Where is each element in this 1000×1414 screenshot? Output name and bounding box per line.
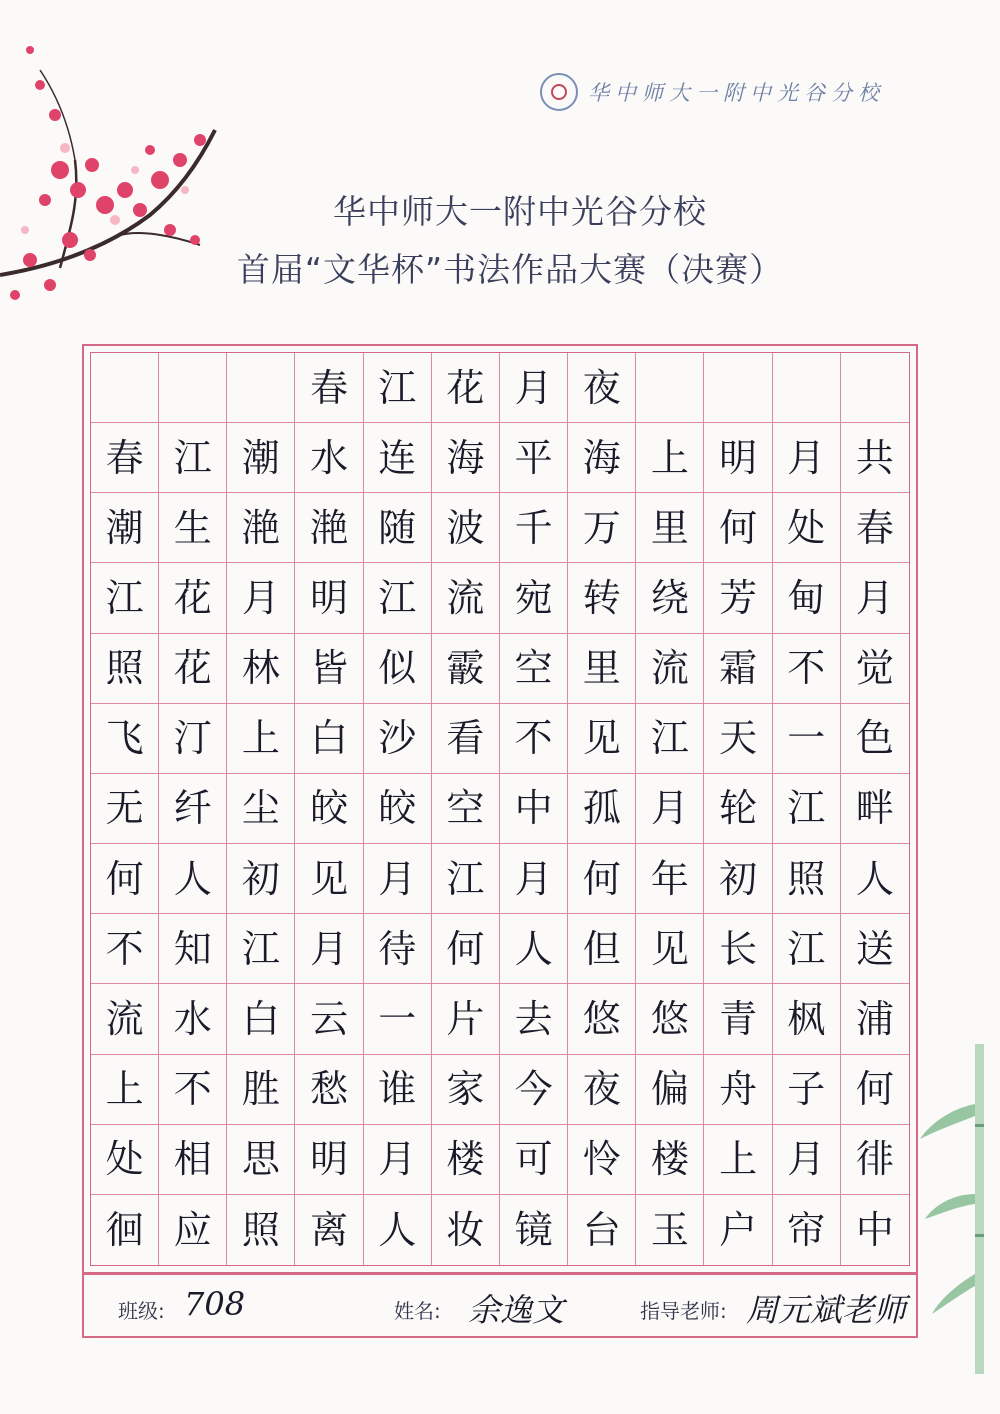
grid-cell: 徘 <box>841 1125 909 1195</box>
grid-cell: 送 <box>841 914 909 984</box>
grid-cell: 芳 <box>704 563 772 633</box>
grid-cell: 江 <box>159 423 227 493</box>
grid-cell: 今 <box>500 1055 568 1125</box>
grid-cell: 处 <box>91 1125 159 1195</box>
grid-cell: 楼 <box>636 1125 704 1195</box>
grid-cell <box>773 353 841 423</box>
grid-cell: 沙 <box>364 704 432 774</box>
grid-cell: 镜 <box>500 1195 568 1265</box>
grid-cell: 何 <box>91 844 159 914</box>
grid-cell: 色 <box>841 704 909 774</box>
grid-cell: 月 <box>773 423 841 493</box>
grid-cell: 尘 <box>227 774 295 844</box>
grid-cell: 花 <box>432 353 500 423</box>
grid-cell: 孤 <box>568 774 636 844</box>
grid-cell: 水 <box>159 984 227 1054</box>
grid-cell: 见 <box>568 704 636 774</box>
grid-cell: 空 <box>432 774 500 844</box>
grid-cell: 玉 <box>636 1195 704 1265</box>
grid-cell: 里 <box>568 634 636 704</box>
class-label: 班级: <box>118 1299 165 1323</box>
grid-cell: 枫 <box>773 984 841 1054</box>
grid-cell: 江 <box>773 914 841 984</box>
grid-cell: 照 <box>227 1195 295 1265</box>
grid-cell: 水 <box>295 423 363 493</box>
grid-cell: 徊 <box>91 1195 159 1265</box>
grid-cell: 不 <box>159 1055 227 1125</box>
grid-cell: 一 <box>364 984 432 1054</box>
grid-cell: 楼 <box>432 1125 500 1195</box>
footer-info <box>82 1274 918 1338</box>
grid-cell: 帘 <box>773 1195 841 1265</box>
grid-cell: 流 <box>91 984 159 1054</box>
grid-cell: 云 <box>295 984 363 1054</box>
grid-cell: 怜 <box>568 1125 636 1195</box>
grid-cell: 待 <box>364 914 432 984</box>
grid-cell: 白 <box>295 704 363 774</box>
grid-cell: 月 <box>841 563 909 633</box>
grid-cell: 江 <box>91 563 159 633</box>
calligraphy-grid <box>82 344 918 1274</box>
grid-cell: 千 <box>500 493 568 563</box>
grid-cell: 年 <box>636 844 704 914</box>
grid-cell <box>704 353 772 423</box>
grid-cell: 万 <box>568 493 636 563</box>
grid-cell: 流 <box>432 563 500 633</box>
grid-cell: 无 <box>91 774 159 844</box>
grid-cell: 人 <box>364 1195 432 1265</box>
grid-cell: 离 <box>295 1195 363 1265</box>
grid-cell: 青 <box>704 984 772 1054</box>
grid-cell: 何 <box>432 914 500 984</box>
grid-cell: 江 <box>364 353 432 423</box>
grid-cell: 应 <box>159 1195 227 1265</box>
grid-cell: 偏 <box>636 1055 704 1125</box>
grid-cell: 明 <box>295 1125 363 1195</box>
teacher-value: 周元斌老师 <box>746 1291 907 1329</box>
grid-cell: 共 <box>841 423 909 493</box>
grid-cell: 知 <box>159 914 227 984</box>
grid-cell: 月 <box>500 844 568 914</box>
grid-cell: 月 <box>773 1125 841 1195</box>
grid-cell: 人 <box>500 914 568 984</box>
grid-cell: 处 <box>773 493 841 563</box>
grid-cell: 不 <box>500 704 568 774</box>
grid-cell: 可 <box>500 1125 568 1195</box>
grid-cell: 花 <box>159 634 227 704</box>
grid-cell: 人 <box>159 844 227 914</box>
grid-cell: 一 <box>773 704 841 774</box>
grid-cell: 上 <box>91 1055 159 1125</box>
school-emblem-icon <box>540 73 578 111</box>
page-title-school: 华中师大一附中光谷分校 <box>333 192 707 231</box>
grid-cell: 家 <box>432 1055 500 1125</box>
bamboo-decoration <box>920 1044 1000 1374</box>
grid-cell: 上 <box>636 423 704 493</box>
grid-cell: 江 <box>227 914 295 984</box>
grid-cell: 何 <box>841 1055 909 1125</box>
grid-cell: 江 <box>773 774 841 844</box>
grid-cell: 花 <box>159 563 227 633</box>
grid-cell: 初 <box>227 844 295 914</box>
grid-cell: 皎 <box>295 774 363 844</box>
grid-cell: 夜 <box>568 1055 636 1125</box>
grid-cell: 长 <box>704 914 772 984</box>
grid-cell: 林 <box>227 634 295 704</box>
grid-cell: 何 <box>568 844 636 914</box>
grid-cell: 觉 <box>841 634 909 704</box>
grid-cell: 舟 <box>704 1055 772 1125</box>
grid-cell: 愁 <box>295 1055 363 1125</box>
grid-cell: 随 <box>364 493 432 563</box>
grid-cell: 月 <box>636 774 704 844</box>
grid-cell: 霜 <box>704 634 772 704</box>
grid-cell <box>91 353 159 423</box>
grid-cell <box>159 353 227 423</box>
grid-cell: 潮 <box>91 493 159 563</box>
grid-cell: 明 <box>295 563 363 633</box>
grid-cell: 白 <box>227 984 295 1054</box>
grid-cell: 流 <box>636 634 704 704</box>
grid-cell: 滟 <box>227 493 295 563</box>
grid-cell: 春 <box>841 493 909 563</box>
grid-cell: 似 <box>364 634 432 704</box>
grid-cell: 相 <box>159 1125 227 1195</box>
grid-cell: 月 <box>227 563 295 633</box>
grid-cell: 平 <box>500 423 568 493</box>
grid-cell: 月 <box>364 1125 432 1195</box>
grid-cell: 潮 <box>227 423 295 493</box>
grid-cell: 中 <box>500 774 568 844</box>
grid-cell: 见 <box>295 844 363 914</box>
teacher-label: 指导老师: <box>640 1299 727 1323</box>
class-value: 708 <box>184 1285 246 1323</box>
grid-cell: 谁 <box>364 1055 432 1125</box>
grid-cell: 去 <box>500 984 568 1054</box>
grid-cell: 子 <box>773 1055 841 1125</box>
grid-cell: 海 <box>568 423 636 493</box>
grid-cell: 照 <box>91 634 159 704</box>
grid-cell: 浦 <box>841 984 909 1054</box>
grid-cell: 生 <box>159 493 227 563</box>
grid-cell: 宛 <box>500 563 568 633</box>
grid-cell: 江 <box>364 563 432 633</box>
grid-cell: 纤 <box>159 774 227 844</box>
grid-cell <box>636 353 704 423</box>
grid-cell: 思 <box>227 1125 295 1195</box>
grid-cell: 里 <box>636 493 704 563</box>
grid-cell: 户 <box>704 1195 772 1265</box>
grid-cell: 但 <box>568 914 636 984</box>
grid-cell: 悠 <box>568 984 636 1054</box>
grid-cell: 空 <box>500 634 568 704</box>
grid-cell: 胜 <box>227 1055 295 1125</box>
grid-cell: 上 <box>227 704 295 774</box>
grid-cell: 上 <box>704 1125 772 1195</box>
grid-cell: 飞 <box>91 704 159 774</box>
grid-cell: 妆 <box>432 1195 500 1265</box>
grid-cell: 月 <box>500 353 568 423</box>
grid-cell: 明 <box>704 423 772 493</box>
grid-cell: 春 <box>295 353 363 423</box>
grid-cell: 霰 <box>432 634 500 704</box>
grid-cell: 照 <box>773 844 841 914</box>
name-value: 余逸文 <box>468 1291 565 1329</box>
grid-cell: 月 <box>295 914 363 984</box>
grid-cell: 海 <box>432 423 500 493</box>
grid-cell: 人 <box>841 844 909 914</box>
grid-cell: 轮 <box>704 774 772 844</box>
grid-cell: 悠 <box>636 984 704 1054</box>
grid-cell: 看 <box>432 704 500 774</box>
grid-cell: 皆 <box>295 634 363 704</box>
grid-cell: 何 <box>704 493 772 563</box>
grid-cell: 转 <box>568 563 636 633</box>
grid-cell: 畔 <box>841 774 909 844</box>
name-label: 姓名: <box>394 1299 441 1323</box>
grid-cell: 不 <box>91 914 159 984</box>
grid-cell: 波 <box>432 493 500 563</box>
grid-cell: 月 <box>364 844 432 914</box>
grid-cell: 见 <box>636 914 704 984</box>
grid-cell: 汀 <box>159 704 227 774</box>
grid-cell: 初 <box>704 844 772 914</box>
grid-cell <box>841 353 909 423</box>
grid-cell: 天 <box>704 704 772 774</box>
grid-cell: 台 <box>568 1195 636 1265</box>
grid-cell: 皎 <box>364 774 432 844</box>
grid-cell: 滟 <box>295 493 363 563</box>
grid-cell: 甸 <box>773 563 841 633</box>
grid-cell: 夜 <box>568 353 636 423</box>
grid-cell: 春 <box>91 423 159 493</box>
grid-cell: 连 <box>364 423 432 493</box>
grid-cell: 中 <box>855 1207 894 1252</box>
grid-cell <box>227 353 295 423</box>
page-title-contest: 首届“文华杯”书法作品大赛（决赛） <box>236 250 784 289</box>
grid-cell: 不 <box>773 634 841 704</box>
grid-cell: 江 <box>636 704 704 774</box>
grid-cell: 绕 <box>636 563 704 633</box>
grid-cells <box>90 352 910 1266</box>
school-header <box>540 72 885 112</box>
grid-cell: 片 <box>432 984 500 1054</box>
school-name-small: 华中师大一附中光谷分校 <box>588 81 885 105</box>
grid-cell: 江 <box>432 844 500 914</box>
